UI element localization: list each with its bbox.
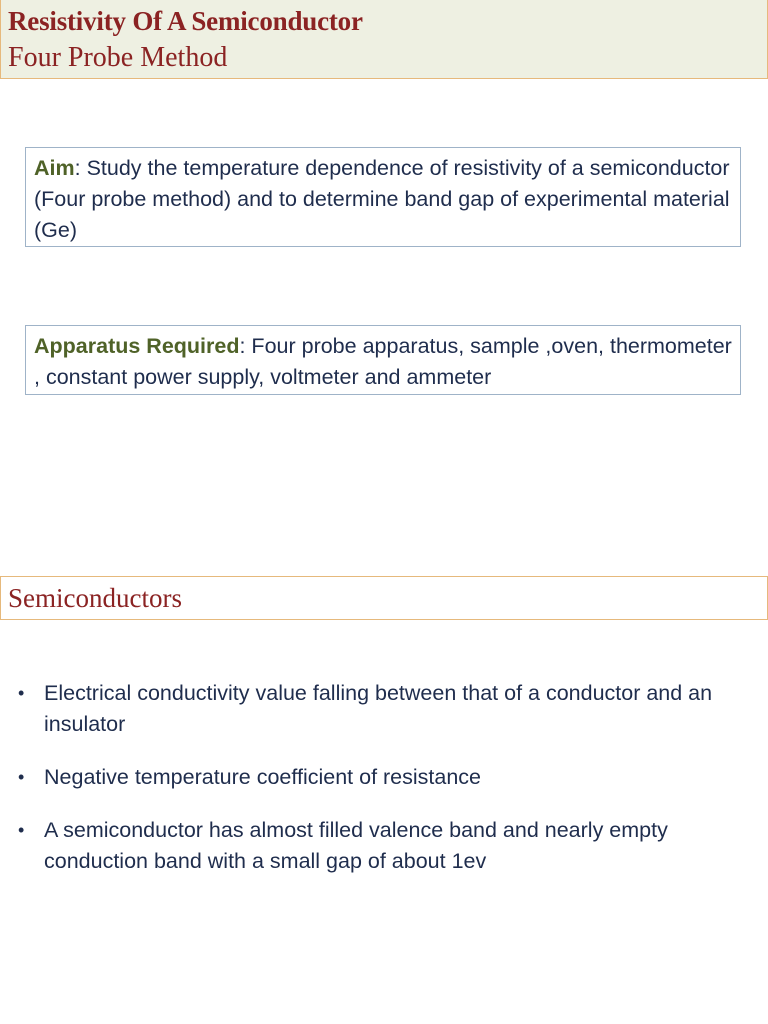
section-header xyxy=(0,576,768,620)
aim-box xyxy=(25,147,741,247)
page-title: Resistivity Of A Semiconductor xyxy=(8,6,363,36)
section-title: Semiconductors xyxy=(8,583,182,613)
apparatus-label: Apparatus Required xyxy=(34,334,240,358)
page-subtitle: Four Probe Method xyxy=(8,42,228,73)
list-item xyxy=(18,815,748,877)
bullet-icon: • xyxy=(18,683,25,703)
list-item-text: Electrical conductivity value falling between that of a conductor and an insulator xyxy=(44,681,713,736)
list-item xyxy=(18,762,748,793)
list-item xyxy=(18,678,748,740)
aim-label: Aim xyxy=(34,156,75,180)
list-item-text: A semiconductor has almost filled valence band and nearly empty conduction band with a small gap of about 1ev xyxy=(44,818,668,873)
aim-text: : Study the temperature dependence of resistivity of a semiconductor (Four probe method) and to determine band gap of experimental material (Ge) xyxy=(34,156,730,242)
bullet-list xyxy=(18,678,748,899)
apparatus-text: : Four probe apparatus, sample ,oven, thermometer , constant power supply, voltmeter and ammeter xyxy=(34,334,732,389)
list-item-text: Negative temperature coefficient of resistance xyxy=(44,765,482,789)
title-bar xyxy=(0,0,768,79)
bullet-icon: • xyxy=(18,767,25,787)
bullet-icon: • xyxy=(18,820,25,840)
apparatus-box xyxy=(25,325,741,395)
